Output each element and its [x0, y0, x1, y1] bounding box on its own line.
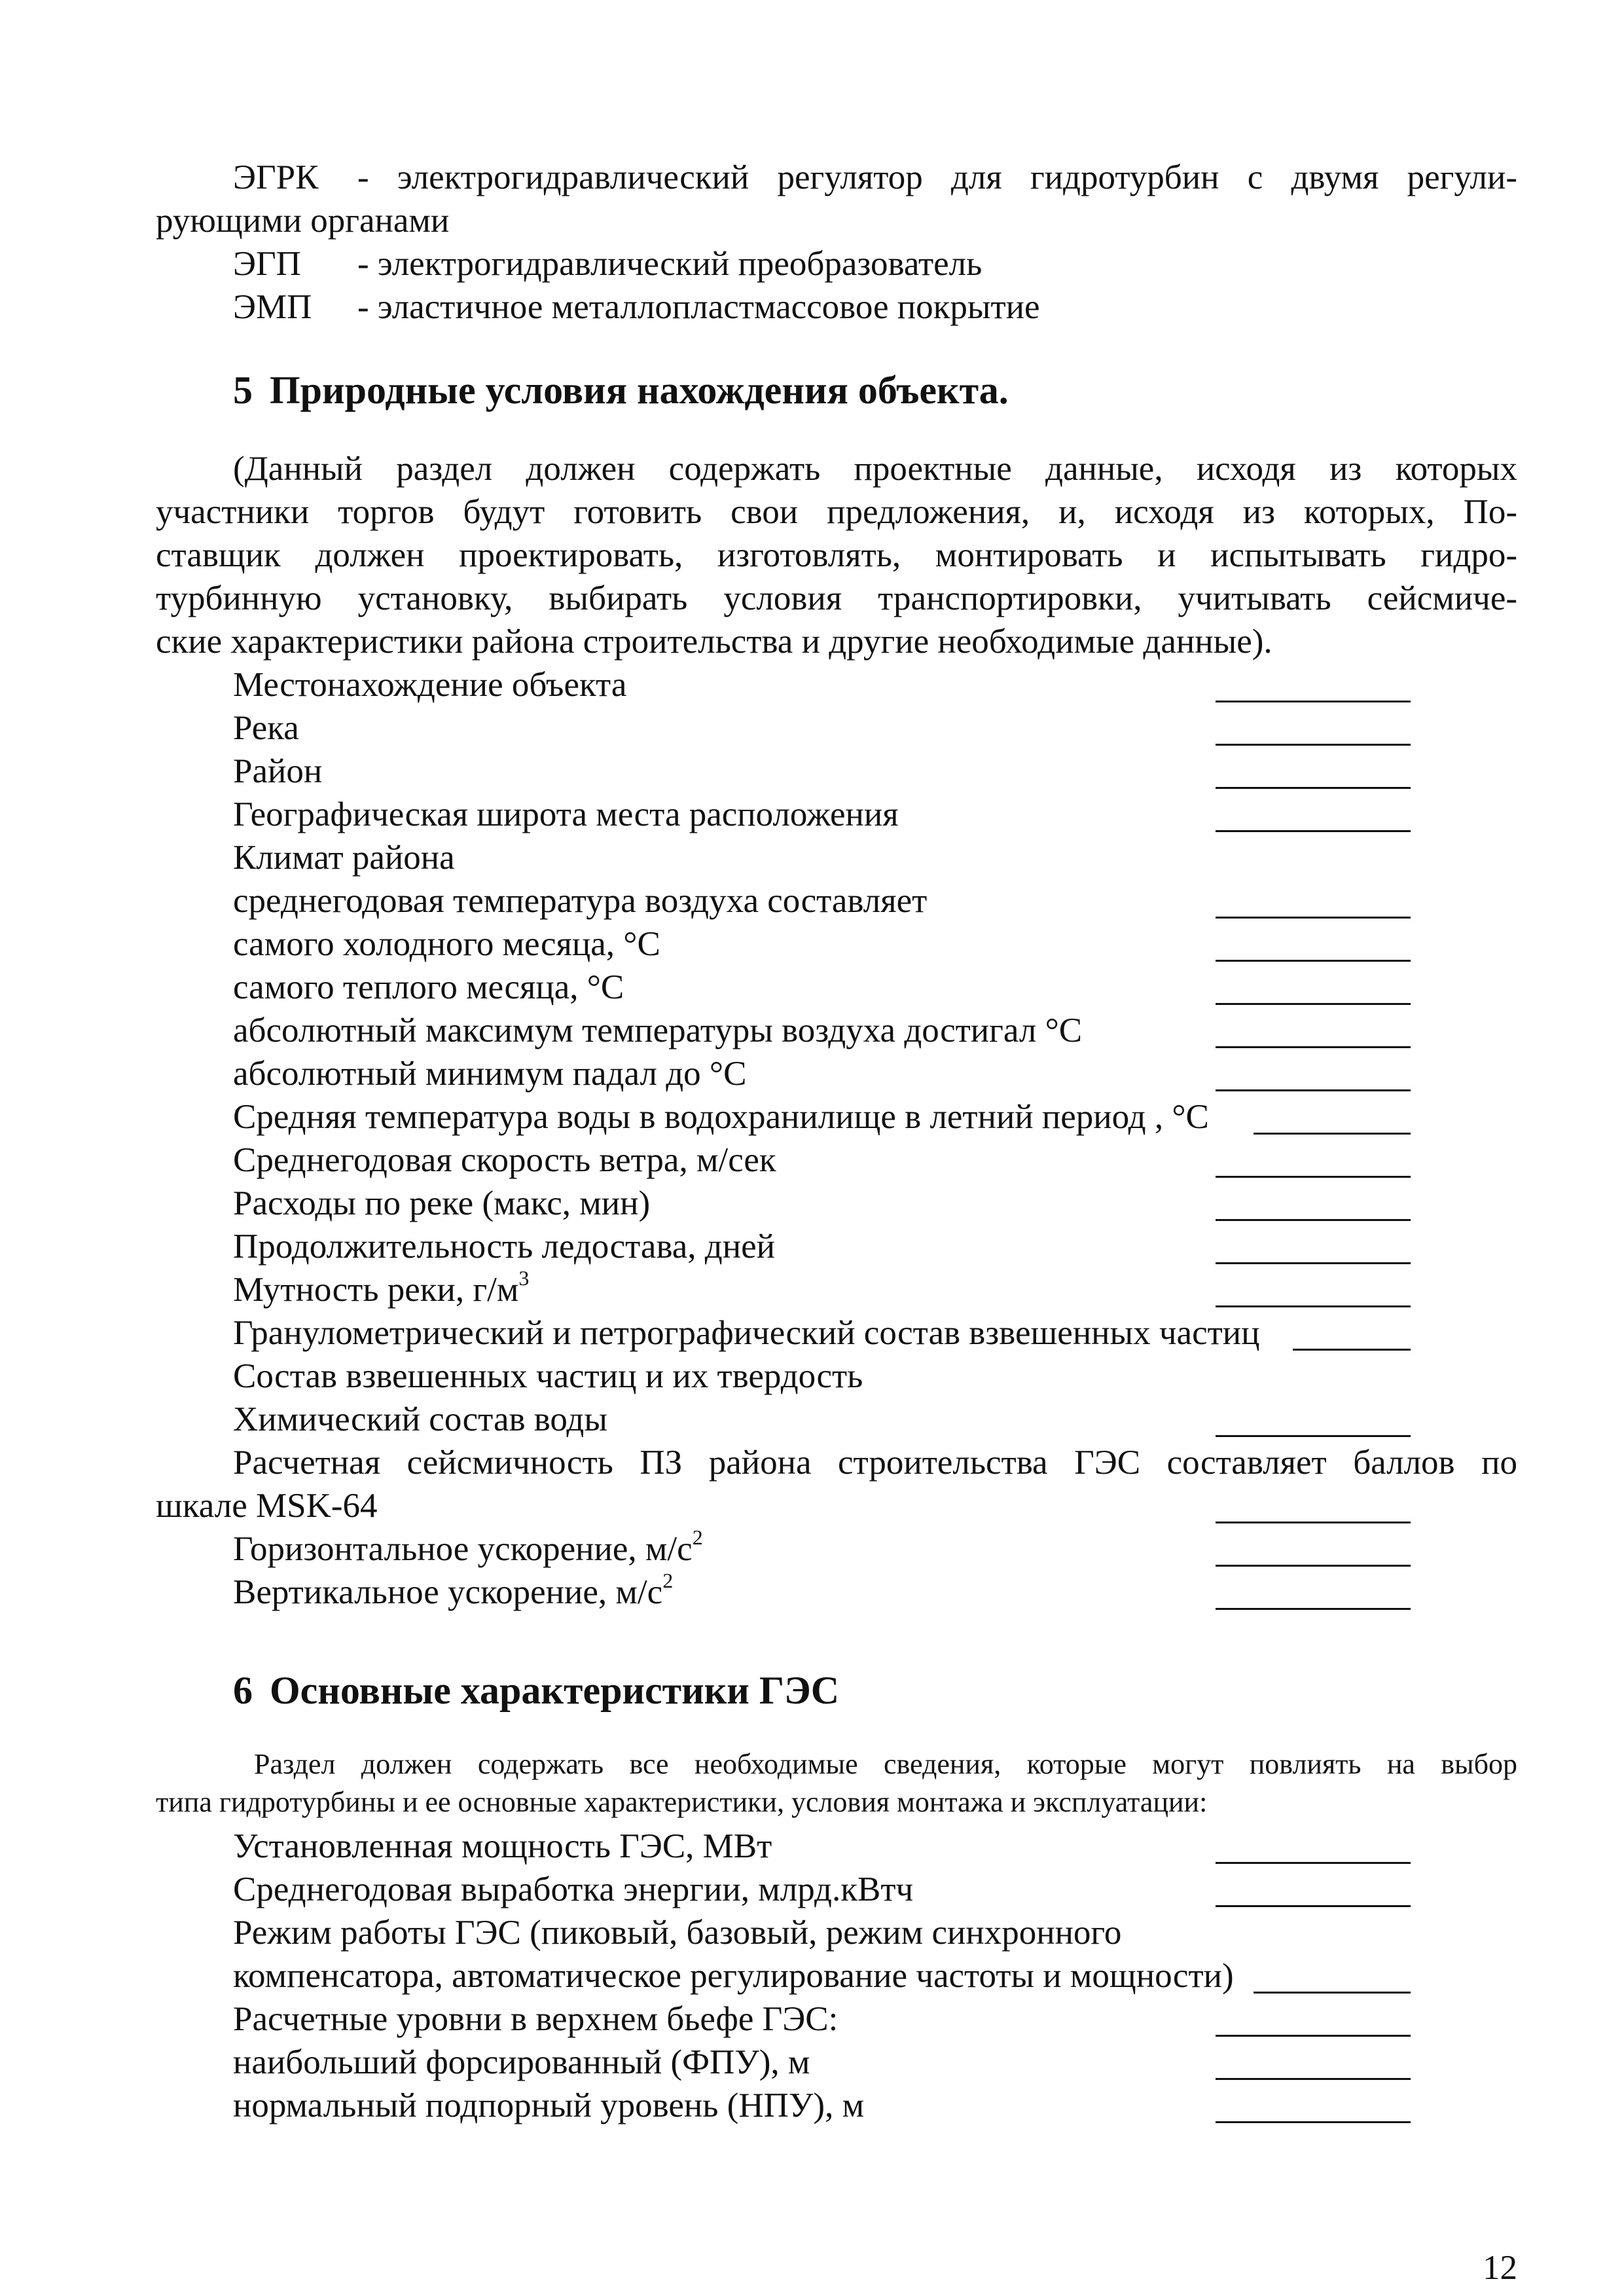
superscript: 2 [662, 1569, 674, 1592]
field-label: Река [233, 709, 299, 747]
field-label: Средняя температура воды в водохранилище в летний период , °С [233, 1098, 1209, 1136]
field-label: Продолжительность ледостава, дней [233, 1228, 776, 1266]
field-label: самого холодного месяца, °С [233, 925, 660, 963]
intro-line: турбинную установку, выбирать условия транспортировки, учитывать сейсмиче- [156, 579, 1517, 617]
fill-in-blank[interactable] [1254, 1133, 1411, 1135]
field-label: Район [233, 752, 323, 790]
field-row [156, 966, 1517, 1009]
field-row [156, 1571, 1517, 1614]
field-label: шкале MSK-64 [156, 1487, 378, 1525]
field-row: Расчетная сейсмичность ПЗ района строительства ГЭС составляет баллов по [233, 1444, 1517, 1482]
field-row [156, 1825, 1517, 1868]
intro-line: ставщик должен проектировать, изготовлять, монтировать и испытывать гидро- [156, 536, 1517, 574]
fill-in-blank[interactable] [1216, 1905, 1411, 1907]
fill-in-blank[interactable] [1293, 1349, 1411, 1351]
abbr-definition: - эластичное металлопластмассовое покрытие [357, 288, 1040, 326]
intro-line: ские характеристики района строительства и другие необходимые данные). [156, 623, 1272, 661]
abbr-term: ЭМП [233, 288, 312, 326]
field-row [156, 1997, 1517, 2041]
fill-in-blank[interactable] [1216, 1262, 1411, 1264]
abbr-term: ЭГРК [233, 158, 319, 196]
field-row [156, 1954, 1517, 1997]
fill-in-blank[interactable] [1254, 1992, 1411, 1994]
field-row [156, 793, 1517, 836]
field-label: нормальный подпорный уровень (НПУ), м [233, 2086, 865, 2124]
field-label: Мутность реки, г/м [233, 1271, 519, 1309]
field-row [156, 1484, 1517, 1527]
page-number: 12 [1483, 2249, 1517, 2287]
field-row [156, 1311, 1517, 1355]
field-row [156, 1225, 1517, 1268]
fill-in-blank[interactable] [1216, 2035, 1411, 2037]
section-note-line: Раздел должен содержать все необходимые сведения, которые могут повлиять на выбор [254, 1748, 1517, 1780]
field-label: Среднегодовая скорость ветра, м/сек [233, 1141, 776, 1179]
field-label: абсолютный минимум падал до °С [233, 1055, 747, 1093]
field-label: компенсатора, автоматическое регулирование частоты и мощности) [233, 1957, 1234, 1995]
fill-in-blank[interactable] [1216, 701, 1411, 702]
field-row [156, 1052, 1517, 1095]
field-row [156, 750, 1517, 793]
field-row [156, 663, 1517, 706]
fill-in-blank[interactable] [1216, 917, 1411, 919]
field-label: Климат района [233, 839, 455, 877]
field-label: Географическая широта места расположения [233, 795, 899, 833]
fill-in-blank[interactable] [1216, 1305, 1411, 1307]
field-row [156, 1268, 1517, 1311]
field-row [156, 2084, 1517, 2127]
fill-in-blank[interactable] [1216, 2121, 1411, 2123]
field-row [156, 1355, 1517, 1398]
superscript: 2 [692, 1525, 703, 1549]
section-number: 6 [233, 1669, 253, 1712]
fill-in-blank[interactable] [1216, 1046, 1411, 1048]
field-row [156, 922, 1517, 966]
field-label: Расходы по реке (макс, мин) [233, 1184, 651, 1222]
fill-in-blank[interactable] [1216, 1089, 1411, 1091]
section-5-heading [233, 364, 1009, 416]
field-label: Расчетные уровни в верхнем бьефе ГЭС: [233, 2000, 839, 2038]
field-label: Состав взвешенных частиц и их твердость [233, 1357, 863, 1395]
superscript: 3 [518, 1266, 530, 1290]
abbr-line-egrk-cont: рующими органами [156, 202, 450, 240]
field-label: Горизонтальное ускорение, м/с [233, 1530, 693, 1568]
fill-in-blank[interactable] [1216, 1435, 1411, 1437]
field-row [156, 1527, 1517, 1571]
abbr-term: ЭГП [233, 245, 301, 283]
field-label: среднегодовая температура воздуха составляет [233, 882, 928, 920]
fill-in-blank[interactable] [1216, 1522, 1411, 1523]
field-row [156, 836, 1517, 879]
field-row [156, 706, 1517, 750]
field-label: абсолютный максимум температуры воздуха достигал °С [233, 1011, 1083, 1049]
field-label: наибольший форсированный (ФПУ), м [233, 2043, 810, 2081]
field-label: Среднегодовая выработка энергии, млрд.кВтч [233, 1870, 914, 1908]
intro-line: (Данный раздел должен содержать проектные данные, исходя из которых [233, 450, 1517, 488]
section-note-line: типа гидротурбины и ее основные характеристики, условия монтажа и эксплуатации: [156, 1786, 1208, 1818]
field-label: Местонахождение объекта [233, 666, 627, 704]
field-label: Режим работы ГЭС (пиковый, базовый, режим синхронного [233, 1914, 1122, 1952]
fill-in-blank[interactable] [1216, 787, 1411, 789]
field-row [156, 1009, 1517, 1052]
field-label: Химический состав воды [233, 1400, 607, 1438]
abbr-line-egp [156, 242, 1517, 285]
fill-in-blank[interactable] [1216, 1565, 1411, 1567]
field-row [156, 1182, 1517, 1225]
fill-in-blank[interactable] [1216, 1219, 1411, 1221]
field-label: самого теплого месяца, °С [233, 968, 624, 1006]
field-row [156, 1911, 1517, 1954]
field-row [156, 1139, 1517, 1182]
fill-in-blank[interactable] [1216, 830, 1411, 832]
fill-in-blank[interactable] [1216, 744, 1411, 746]
fill-in-blank[interactable] [1216, 1608, 1411, 1610]
fill-in-blank[interactable] [1216, 1176, 1411, 1178]
field-row [156, 2041, 1517, 2084]
abbr-definition: - электрогидравлический регулятор для гидротурбин с двумя регули- [357, 158, 1517, 196]
intro-line: участники торгов будут готовить свои предложения, и, исходя из которых, По- [156, 493, 1517, 531]
field-label: Вертикальное ускорение, м/с [233, 1573, 663, 1611]
field-row [156, 1868, 1517, 1911]
field-label: Установленная мощность ГЭС, МВт [233, 1827, 772, 1865]
fill-in-blank[interactable] [1216, 1862, 1411, 1864]
section-title: Природные условия нахождения объекта. [270, 369, 1009, 412]
abbr-line-emp [156, 285, 1517, 329]
fill-in-blank[interactable] [1216, 960, 1411, 962]
section-number: 5 [233, 369, 253, 412]
abbr-definition: - электрогидравлический преобразователь [357, 245, 983, 283]
field-row [156, 1095, 1517, 1139]
field-label: Гранулометрический и петрографический состав взвешенных частиц [233, 1314, 1260, 1352]
section-title: Основные характеристики ГЭС [270, 1669, 840, 1712]
fill-in-blank[interactable] [1216, 2078, 1411, 2080]
field-row [156, 879, 1517, 922]
section-6-heading [233, 1664, 839, 1717]
field-row [156, 1398, 1517, 1441]
abbr-line-egrk [156, 156, 1517, 199]
fill-in-blank[interactable] [1216, 1003, 1411, 1005]
